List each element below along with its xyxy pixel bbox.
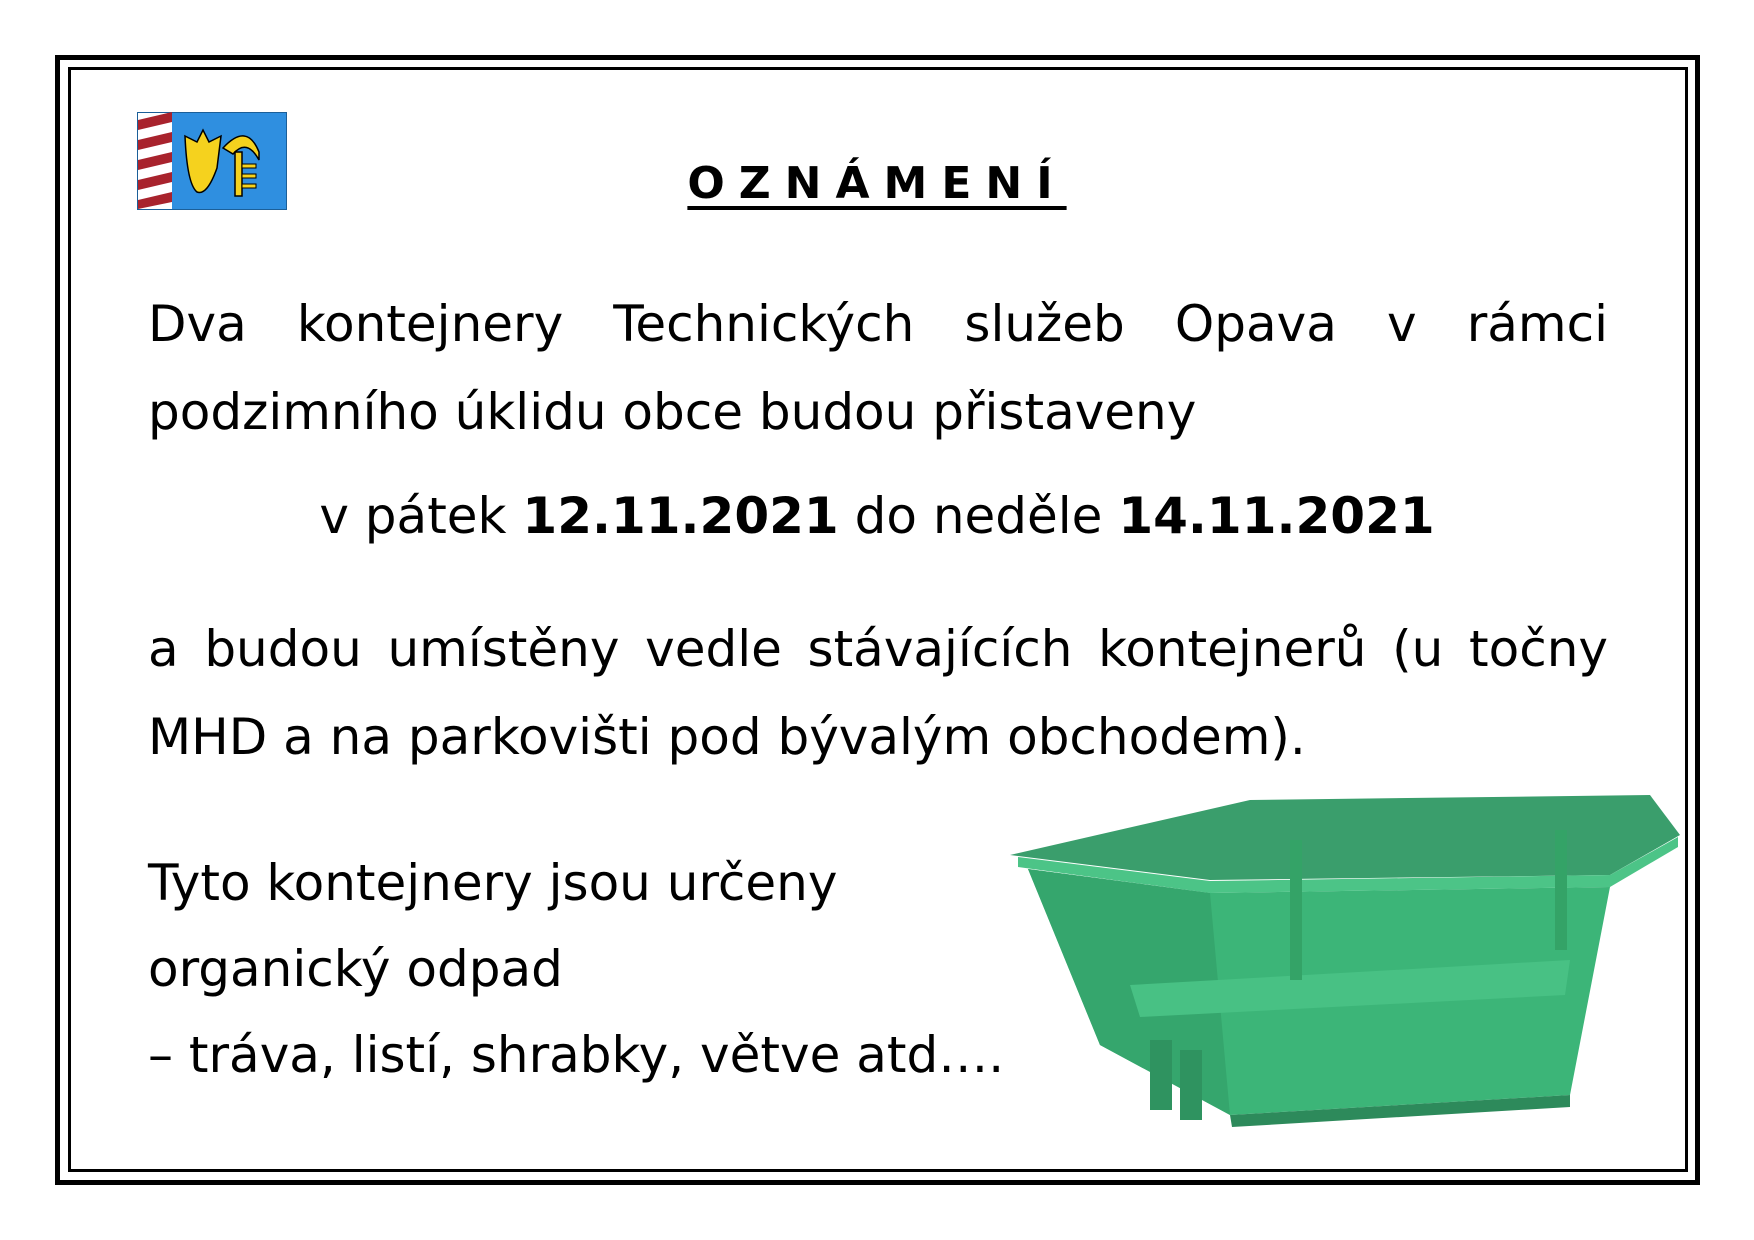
location-paragraph: a budou umístěny vedle stávajících kontejnerů (u točny MHD a na parkovišti pod bývalým obchodem).	[148, 620, 1608, 766]
intro-paragraph: Dva kontejnery Technických služeb Opava v rámci podzimního úklidu obce budou přistaveny	[148, 295, 1608, 441]
date-line	[0, 487, 1754, 545]
end-date: 14.11.2021	[1118, 487, 1435, 545]
purpose-line-2: organický odpad	[148, 940, 563, 998]
purpose-line-1: Tyto kontejnery jsou určeny	[148, 854, 838, 912]
purpose-paragraph	[148, 840, 1028, 1098]
notice-title: OZNÁMENÍ	[687, 158, 1067, 209]
date-prefix: v pátek	[319, 487, 523, 545]
purpose-line-3: – tráva, listí, shrabky, větve atd….	[148, 1026, 1005, 1084]
date-middle: do neděle	[838, 487, 1119, 545]
start-date: 12.11.2021	[522, 487, 839, 545]
green-container-image	[1010, 795, 1680, 1140]
